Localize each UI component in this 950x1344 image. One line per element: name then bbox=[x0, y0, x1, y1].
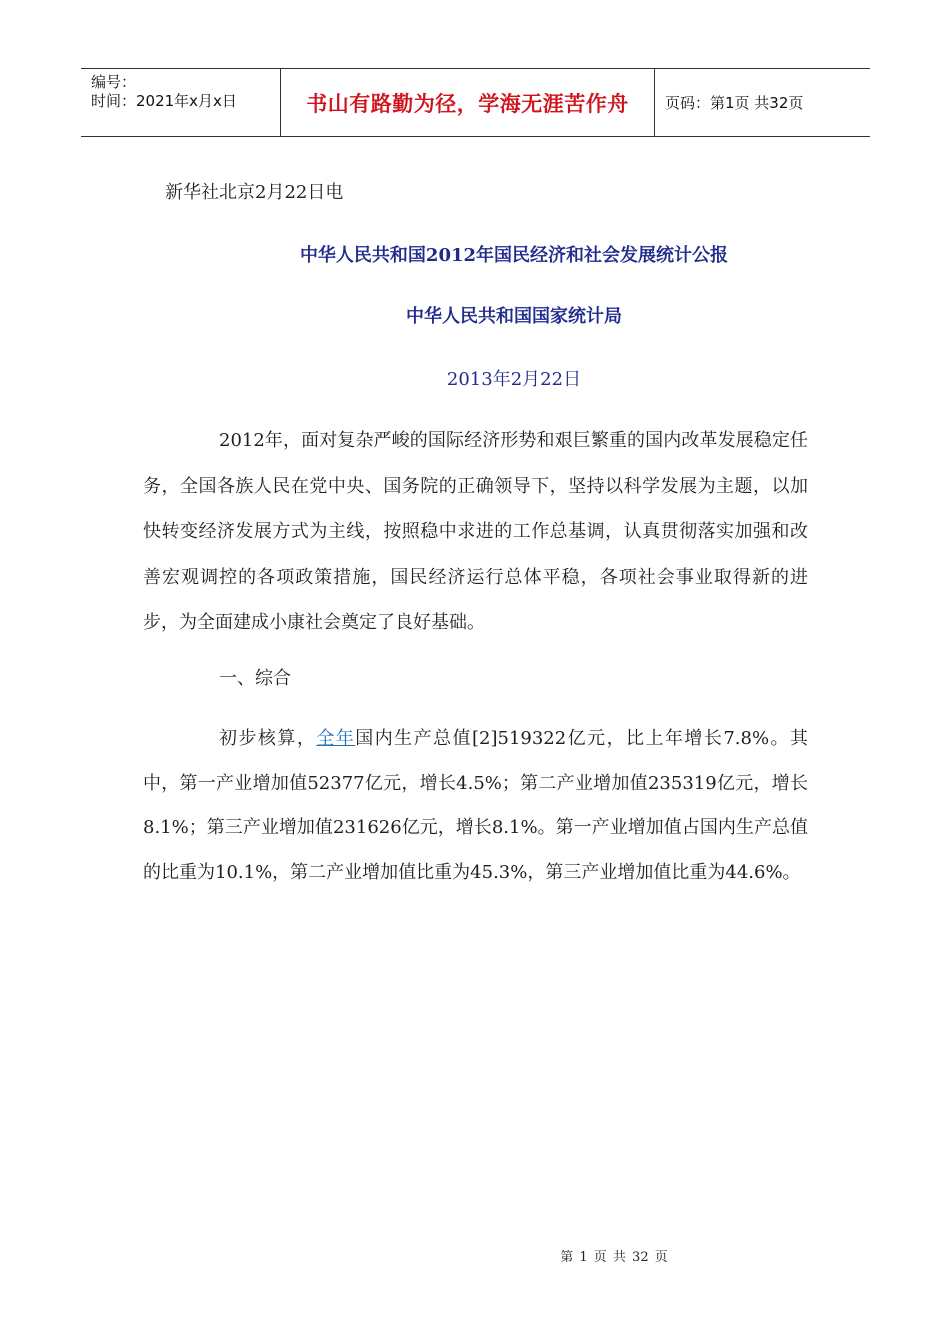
document-header bbox=[81, 68, 870, 137]
full-year-link[interactable]: 全年 bbox=[316, 728, 356, 749]
header-meta bbox=[81, 69, 281, 136]
header-page-info bbox=[655, 69, 870, 136]
summary-rest: 国内生产总值[2]519322亿元，比上年增长7.8%。其中，第一产业增加值52377亿元，增长4.5%；第二产业增加值235319亿元，增长8.1%；第三产业增加值231626亿元，增长8.1%。第一产业增加值占国内生产总值的比重为10.1%，第二产业增加值比重为45.3%，第三产业增加值比重为44.6%。 bbox=[143, 728, 808, 883]
time-label: 时间：2021年x月x日 bbox=[91, 92, 237, 110]
page-info-text: 页码：第1页 共32页 bbox=[665, 94, 804, 112]
dateline: 新华社北京2月22日电 bbox=[165, 182, 344, 203]
report-date: 2013年2月22日 bbox=[446, 369, 582, 390]
number-label: 编号： bbox=[91, 73, 137, 91]
page-footer: 第 1 页 共 32 页 bbox=[560, 1250, 668, 1265]
section-heading: 一、综合 bbox=[219, 668, 291, 689]
header-motto: 书山有路勤为径，学海无涯苦作舟 bbox=[281, 69, 655, 136]
summary-prefix: 初步核算， bbox=[219, 728, 317, 749]
agency-title: 中华人民共和国国家统计局 bbox=[406, 306, 622, 327]
report-title: 中华人民共和国2012年国民经济和社会发展统计公报 bbox=[299, 245, 729, 266]
intro-paragraph: 2012年，面对复杂严峻的国际经济形势和艰巨繁重的国内改革发展稳定任务，全国各族人民在党中央、国务院的正确领导下，坚持以科学发展为主题，以加快转变经济发展方式为主线，按照稳中求进的工作总基调，认真贯彻落实加强和改善宏观调控的各项政策措施，国民经济运行总体平稳，各项社会事业取得新的进步，为全面建成小康社会奠定了良好基础。 bbox=[143, 430, 808, 633]
summary-paragraph bbox=[143, 717, 808, 895]
